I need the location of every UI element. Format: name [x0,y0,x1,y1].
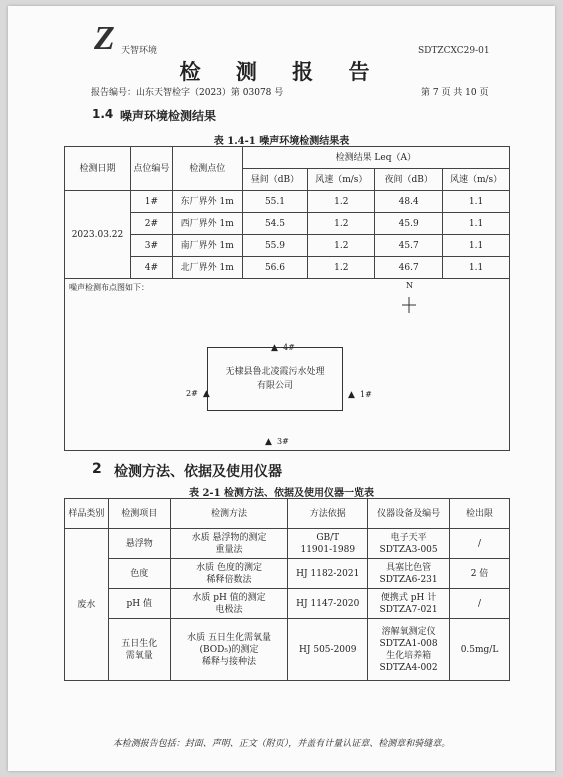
point-2 [186,381,210,400]
point-label: 1# [360,390,372,399]
point-location: 西厂界外 1m [172,213,242,235]
table-row [65,589,510,619]
triangle-marker-icon: ▲ [202,389,210,399]
method-line: 水质 pH 值的测定 [192,592,266,603]
night-value: 46.7 [375,257,443,279]
header-method: 检测方法 [170,499,288,529]
basis-line: HJ 505-2009 [299,644,357,655]
header-point-no: 点位编号 [130,147,172,191]
instrument [368,619,450,681]
point-location: 南厂界外 1m [172,235,242,257]
plant-name: 有限公司 [256,381,293,391]
header-location: 检测点位 [172,147,242,191]
table-row [65,257,510,279]
report-number: 报告编号：山东天智检字（2023）第 03078 号 [91,88,284,98]
header-limit: 检出限 [450,499,510,529]
detection-limit: 0.5mg/L [450,619,510,681]
table-row [65,529,510,559]
night-value: 48.4 [375,191,443,213]
point-label: 4# [283,343,295,352]
instrument [368,529,450,559]
item-line: 需氧量 [125,650,153,661]
point-3 [265,429,289,448]
section-title: 检测方法、依据及使用仪器 [114,464,282,480]
point-no: 4# [130,257,172,279]
wind-value: 1.2 [308,257,375,279]
point-label: 2# [186,389,198,398]
method-line: (BOD₅)的测定 [199,644,259,655]
day-value: 55.1 [242,191,308,213]
basis-line: 11901-1989 [300,544,356,555]
noise-point-map [64,279,510,451]
detection-limit: / [450,529,510,559]
section-number: 2 [92,461,102,477]
method-table [64,498,510,681]
document-code: SDTZCXC29-01 [418,46,490,56]
method-basis [288,529,368,559]
map-caption: 噪声检测布点图如下： [69,283,149,292]
item-line: 五日生化 [121,638,158,649]
plant-boundary [207,347,343,411]
plant-name: 无棣县鲁北凌霞污水处理 [225,367,325,377]
instrument-line: SDTZA6-231 [379,574,438,585]
test-item: pH 值 [108,589,170,619]
day-value: 56.6 [242,257,308,279]
night-value: 45.7 [375,235,443,257]
instrument-line: 便携式 pH 计 [380,592,437,603]
test-method [170,529,288,559]
header-basis: 方法依据 [288,499,368,529]
point-label: 3# [277,437,289,446]
wind-value: 1.1 [443,213,510,235]
wind-value: 1.1 [443,257,510,279]
method-basis [288,589,368,619]
table-caption: 表 2-1 检测方法、依据及使用仪器一览表 [188,488,375,499]
method-line: 水质 五日生化需氧量 [187,632,271,643]
table-caption: 表 1.4-1 噪声环境检测结果表 [213,136,350,147]
test-item: 色度 [108,559,170,589]
section-title: 噪声环境检测结果 [120,109,217,123]
wind-value: 1.1 [443,235,510,257]
instrument-line: SDTZA3-005 [379,544,438,555]
table-row [65,213,510,235]
table-row [65,191,510,213]
instrument-line: 溶解氧测定仪 [381,626,436,637]
point-location: 北厂界外 1m [172,257,242,279]
instrument-line: 具塞比色管 [386,562,432,573]
basis-line: GB/T [316,532,340,543]
detection-limit: / [450,589,510,619]
table-row [65,235,510,257]
wind-value: 1.1 [443,191,510,213]
point-1 [348,382,372,401]
test-method [170,559,288,589]
wind-value: 1.2 [308,191,375,213]
instrument-line: 电子天平 [390,532,427,543]
instrument [368,589,450,619]
method-line: 电极法 [215,604,243,615]
footer-note: 本检测报告包括：封面、声明、正文（附页），并盖有计量认证章、检测章和骑缝章。 [112,739,451,749]
method-basis [288,559,368,589]
test-method [170,619,288,681]
header-wind: 风速（m/s） [308,169,375,191]
test-item [108,619,170,681]
method-basis [288,619,368,681]
table-row [65,559,510,589]
point-no: 2# [130,213,172,235]
detection-limit: 2 倍 [450,559,510,589]
header-result-group: 检测结果 Leq（A） [242,147,509,169]
test-date: 2023.03.22 [65,191,131,279]
day-value: 55.9 [242,235,308,257]
instrument-line: SDTZA7-021 [379,604,438,615]
header-night: 夜间（dB） [375,169,443,191]
noise-results-table [64,146,510,279]
point-location: 东厂界外 1m [172,191,242,213]
table-row [65,619,510,681]
method-line: 重量法 [215,544,243,555]
triangle-marker-icon: ▲ [271,343,278,353]
point-no: 3# [130,235,172,257]
triangle-marker-icon: ▲ [265,437,272,447]
header-date: 检测日期 [65,147,131,191]
point-no: 1# [130,191,172,213]
method-line: 稀释与接种法 [202,656,257,667]
instrument [368,559,450,589]
basis-line: HJ 1147-2020 [296,598,360,609]
section-number: 1.4 [92,107,114,121]
wind-value: 1.2 [308,213,375,235]
wind-value: 1.2 [308,235,375,257]
point-4 [271,335,295,354]
header-wind: 风速（m/s） [443,169,510,191]
company-logo-text: 天智环境 [121,46,158,56]
company-logo: Z [94,20,113,57]
test-method [170,589,288,619]
north-label: N [406,281,413,290]
report-title: 检 测 报 告 [179,59,384,84]
basis-line: HJ 1182-2021 [296,568,360,579]
report-page [8,6,555,771]
day-value: 54.5 [242,213,308,235]
header-day: 昼间（dB） [242,169,308,191]
instrument-line: 生化培养箱 [386,650,432,661]
header-category: 样品类别 [65,499,109,529]
triangle-marker-icon: ▲ [348,390,355,400]
header-item: 检测项目 [108,499,170,529]
night-value: 45.9 [375,213,443,235]
sample-category: 废水 [65,529,109,681]
test-item: 悬浮物 [108,529,170,559]
method-line: 水质 色度的测定 [196,562,262,573]
header-instrument: 仪器设备及编号 [368,499,450,529]
instrument-line: SDTZA4-002 [379,662,438,673]
method-line: 稀释倍数法 [206,574,252,585]
method-line: 水质 悬浮物的测定 [191,532,267,543]
instrument-line: SDTZA1-008 [379,638,438,649]
page-number: 第 7 页 共 10 页 [421,88,489,98]
